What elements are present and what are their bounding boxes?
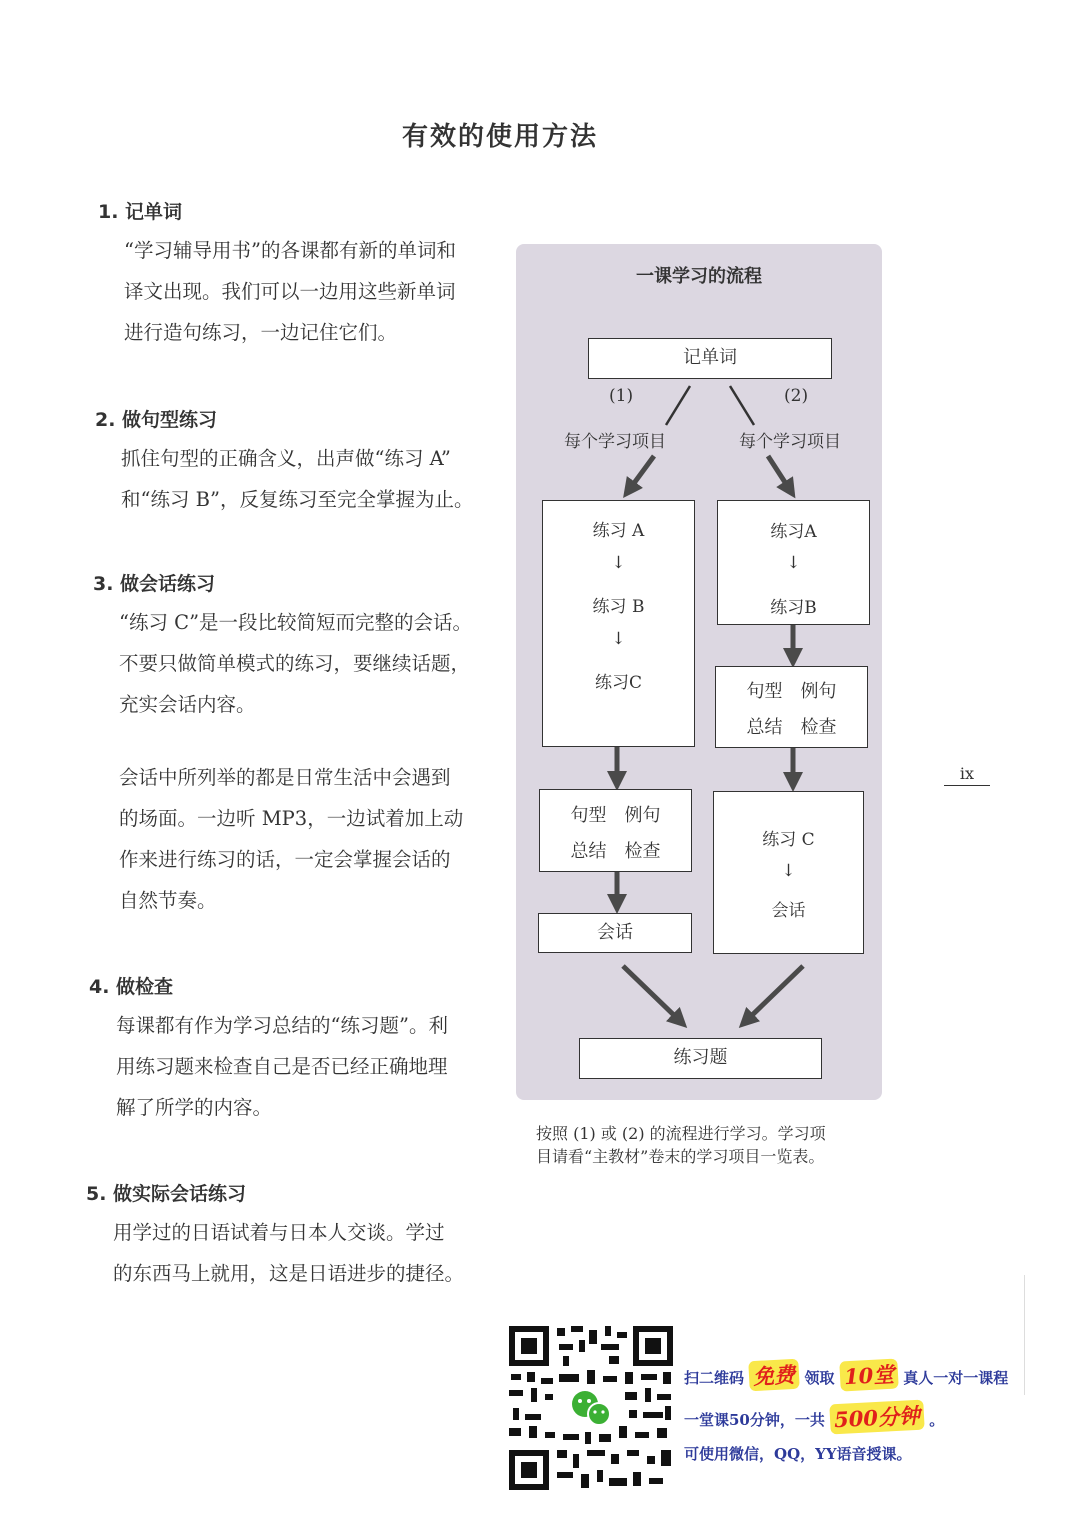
body-line: 的场面。一边听 MP3，一边试着加上动 bbox=[119, 807, 464, 830]
body-line: 自然节奏。 bbox=[119, 889, 217, 912]
flow-item: 总结 检查 bbox=[570, 841, 661, 862]
flowchart-caption bbox=[536, 1122, 876, 1168]
flowchart-title: 一课学习的流程 bbox=[636, 266, 762, 287]
page-number: ix bbox=[944, 764, 990, 786]
flow-item: 练习 C bbox=[762, 830, 815, 850]
page-edge-line bbox=[1024, 1275, 1025, 1395]
promo-line-3: 可使用微信，QQ，YY语音授课。 bbox=[684, 1445, 912, 1463]
body-line: 用练习题来检查自己是否已经正确地理 bbox=[116, 1055, 448, 1078]
body-line: 会话中所列举的都是日常生活中会遇到 bbox=[119, 766, 451, 789]
flow-item: 总结 检查 bbox=[746, 717, 837, 738]
flow-item: 练习 A bbox=[592, 521, 645, 541]
flow-start-box: 记单词 bbox=[588, 338, 832, 379]
body-line: “学习辅导用书”的各课都有新的单词和 bbox=[124, 239, 456, 262]
body-line: 抓住句型的正确含义，出声做“练习 A” bbox=[121, 447, 451, 470]
body-line: 解了所学的内容。 bbox=[116, 1096, 273, 1119]
branch1-number: (1) bbox=[609, 386, 634, 406]
flow-item: 句型 例句 bbox=[746, 681, 837, 702]
promo-free-badge: 免费 bbox=[748, 1359, 800, 1392]
left-grammar-box bbox=[539, 789, 692, 872]
body-line: 的东西马上就用，这是日语进步的捷径。 bbox=[113, 1262, 465, 1285]
promo-text: 一堂课50分钟，一共 bbox=[684, 1411, 825, 1429]
body-line: 和“练习 B”，反复练习至完全掌握为止。 bbox=[121, 488, 474, 511]
left-conversation-box: 会话 bbox=[538, 913, 692, 953]
qr-code-icon[interactable] bbox=[505, 1322, 677, 1494]
body-line: 译文出现。我们可以一边用这些新单词 bbox=[124, 280, 456, 303]
branch2-arrow bbox=[768, 456, 790, 490]
promo-line-2 bbox=[684, 1402, 944, 1432]
promo-text: 扫二维码 bbox=[684, 1369, 745, 1387]
branch1-line bbox=[666, 386, 690, 425]
flow-item: 会话 bbox=[771, 901, 806, 921]
caption-line: 目请看“主教材”卷末的学习项目一览表。 bbox=[536, 1147, 825, 1166]
section-heading: 2. 做句型练习 bbox=[95, 409, 218, 431]
flow-item: 练习 B bbox=[592, 597, 645, 617]
section-heading: 1. 记单词 bbox=[98, 201, 183, 223]
right-practice-box bbox=[717, 500, 870, 625]
body-line: 作来进行练习的话，一定会掌握会话的 bbox=[119, 848, 451, 871]
body-line: “练习 C”是一段比较简短而完整的会话。 bbox=[119, 611, 473, 634]
flow-down-arrow: ↓ bbox=[781, 861, 796, 881]
section-heading: 5. 做实际会话练习 bbox=[86, 1183, 247, 1205]
branch2-label: 每个学习项目 bbox=[739, 432, 841, 452]
caption-line: 按照 (1) 或 (2) 的流程进行学习。学习项 bbox=[536, 1124, 826, 1143]
flow-item: 练习A bbox=[770, 522, 817, 542]
page-title: 有效的使用方法 bbox=[401, 122, 598, 152]
left-practice-box bbox=[542, 500, 695, 747]
merge-arrow-right bbox=[746, 966, 803, 1021]
flow-item: 练习B bbox=[770, 598, 817, 618]
right-grammar-box bbox=[715, 666, 868, 748]
right-conversation-box bbox=[713, 791, 864, 954]
flow-end-box: 练习题 bbox=[579, 1038, 822, 1079]
promo-total-badge: 500分钟 bbox=[829, 1400, 924, 1435]
promo-text: 领取 bbox=[804, 1369, 835, 1387]
branch2-line bbox=[730, 386, 754, 425]
flow-down-arrow: ↓ bbox=[611, 553, 626, 573]
flow-item: 练习C bbox=[594, 673, 642, 693]
body-line: 每课都有作为学习总结的“练习题”。利 bbox=[116, 1014, 448, 1037]
branch1-arrow bbox=[629, 456, 654, 490]
section-heading: 4. 做检查 bbox=[89, 976, 174, 998]
flow-down-arrow: ↓ bbox=[611, 629, 626, 649]
flow-down-arrow: ↓ bbox=[786, 553, 801, 573]
branch1-label: 每个学习项目 bbox=[564, 432, 666, 452]
body-line: 充实会话内容。 bbox=[119, 693, 256, 716]
branch2-number: (2) bbox=[784, 386, 809, 406]
body-line: 进行造句练习，一边记住它们。 bbox=[124, 321, 398, 344]
flow-item: 句型 例句 bbox=[570, 805, 661, 826]
merge-arrow-left bbox=[623, 966, 680, 1021]
promo-text: 真人一对一课程 bbox=[903, 1369, 1009, 1387]
section-heading: 3. 做会话练习 bbox=[93, 573, 216, 595]
promo-text: 。 bbox=[929, 1411, 945, 1429]
promo-count-badge: 10堂 bbox=[839, 1358, 899, 1391]
body-line: 不要只做简单模式的练习，要继续话题， bbox=[119, 652, 471, 675]
body-line: 用学过的日语试着与日本人交谈。学过 bbox=[113, 1221, 445, 1244]
promo-line-1 bbox=[684, 1360, 1008, 1390]
